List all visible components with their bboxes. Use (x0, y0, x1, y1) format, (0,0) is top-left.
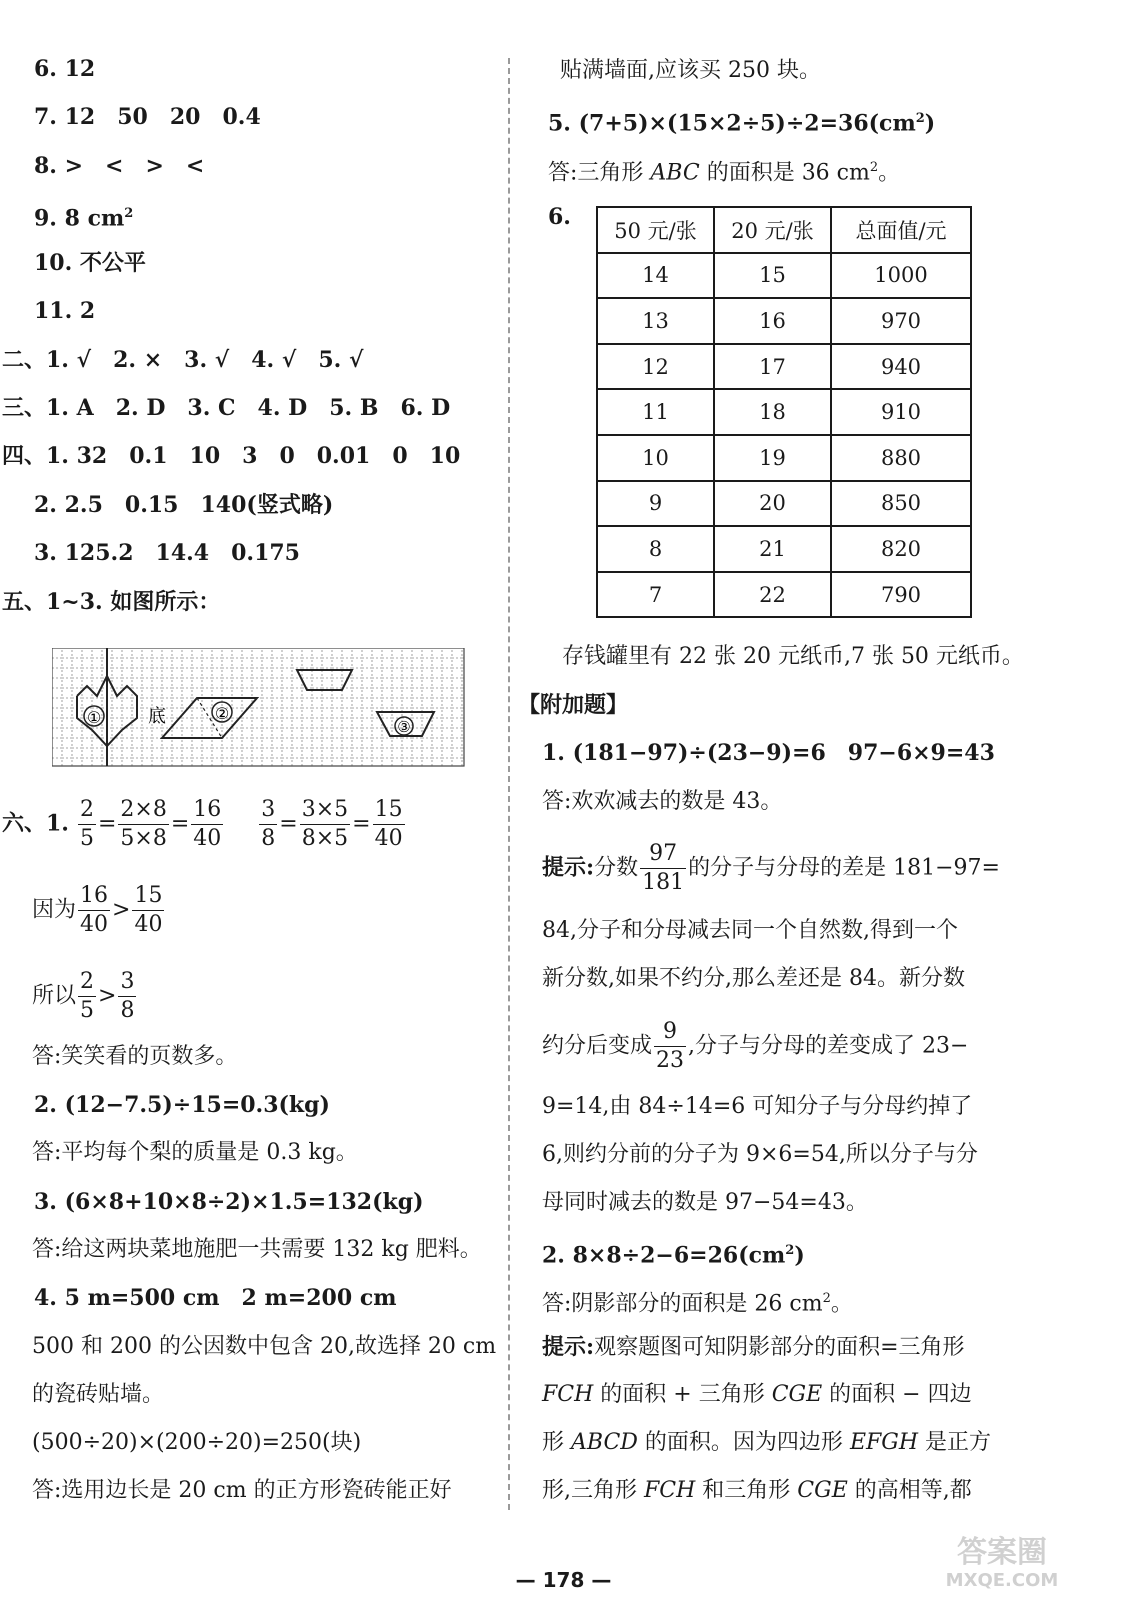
table-row (597, 526, 971, 572)
fraction: $\frac{15}{40}$ (134, 883, 163, 937)
table-cell: 12 (597, 344, 714, 390)
table-cell: 820 (831, 526, 971, 572)
answer-line: 500 和 200 的公因数中包含 20,故选择 20 cm (32, 1334, 497, 1359)
answer-line: (500÷20)×(200÷20)=250(块) (32, 1430, 362, 1455)
answer-line: 存钱罐里有 22 张 20 元纸币,7 张 50 元纸币。 (562, 644, 1024, 669)
hint-line: 形 ABCD 的面积。因为四边形 EFGH 是正方 (542, 1430, 992, 1455)
shape-2-label: ② (214, 704, 230, 723)
answer-line: 8. > < > < (34, 153, 205, 179)
answer-line: 5. $(7+5)\times(15\times 2\div 5)\div 2=36(cm^2)$ (548, 110, 936, 137)
so-line: 所以 $\frac{2}{5}$ > $\frac{3}{8}$ (32, 969, 135, 1023)
table-header: 20 元/张 (714, 207, 831, 253)
fraction: $\frac{3}{8}$ (261, 797, 276, 851)
answer-line: 2. $8\times 8\div 2-6=26(cm^2)$ (542, 1242, 805, 1269)
hint-line: 84,分子和分母减去同一个自然数,得到一个 (542, 918, 958, 943)
hint-line: 提示:分数 $\frac{97}{181}$ 的分子与分母的差是 181−97= (542, 841, 1000, 895)
shape-1-label: ① (86, 708, 102, 727)
answer-line: 7. 12 50 20 0.4 (34, 104, 261, 130)
table-header: 总面值/元 (831, 207, 971, 253)
table-cell: 790 (831, 572, 971, 618)
answer-line: 答:笑笑看的页数多。 (32, 1044, 238, 1069)
answer-line: 贴满墙面,应该买 250 块。 (560, 58, 821, 83)
section-three-answers: 三、1. A 2. D 3. C 4. D 5. B 6. D (2, 395, 451, 421)
shape-3-label: ③ (397, 718, 411, 736)
fraction: $\frac{16}{40}$ (80, 883, 109, 937)
fraction: $\frac{9}{23}$ (656, 1019, 685, 1073)
answer-line: 2. 2.5 0.15 140(竖式略) (34, 492, 334, 518)
answer-line: 答:选用边长是 20 cm 的正方形瓷砖能正好 (32, 1478, 452, 1503)
answer-line: 的瓷砖贴墙。 (32, 1382, 165, 1407)
table-cell: 15 (714, 253, 831, 299)
table-row (597, 572, 971, 618)
answer-line: 答:三角形 ABC 的面积是 36 $cm^2$。 (548, 160, 901, 186)
answer-line: 答:给这两块菜地施肥一共需要 132 kg 肥料。 (32, 1237, 482, 1262)
answer-line: 1. (181−97)÷(23−9)=6 97−6×9=43 (542, 740, 995, 766)
svg-text:答案圈: 答案圈 (957, 1535, 1047, 1570)
answer-line: 4. 5 m=500 cm 2 m=200 cm (34, 1285, 397, 1311)
section-five-heading: 五、1~3. 如图所示： (2, 589, 221, 615)
base-label: 底 (148, 706, 166, 727)
table-cell: 18 (714, 389, 831, 435)
column-divider (508, 58, 510, 1510)
answer-line: 3. 125.2 14.4 0.175 (34, 540, 300, 566)
answer-line: 3. (6×8+10×8÷2)×1.5=132(kg) (34, 1189, 424, 1215)
money-table (596, 206, 972, 618)
fraction: $\frac{16}{40}$ (193, 797, 222, 851)
hint-line: 新分数,如果不约分,那么差还是 84。新分数 (542, 966, 965, 991)
svg-text:MXQE.COM: MXQE.COM (945, 1570, 1059, 1591)
table-cell: 850 (831, 481, 971, 527)
fraction: $\frac{97}{181}$ (642, 841, 685, 895)
bonus-heading: 【附加题】 (518, 692, 629, 718)
hint-line: FCH 的面积 + 三角形 CGE 的面积 − 四边 (542, 1382, 972, 1407)
page-number: — 178 — (515, 1568, 612, 1592)
table-cell: 14 (597, 253, 714, 299)
table-cell: 16 (714, 298, 831, 344)
table-cell: 880 (831, 435, 971, 481)
fraction: $\frac{15}{40}$ (374, 797, 403, 851)
fraction: $\frac{2}{5}$ (80, 969, 95, 1023)
table-cell: 20 (714, 481, 831, 527)
table-cell: 1000 (831, 253, 971, 299)
table-row (597, 435, 971, 481)
fraction: $\frac{3}{8}$ (120, 969, 135, 1023)
fraction: $\frac{2\times 8}{5\times 8}$ (120, 797, 167, 851)
grid-figure (52, 648, 472, 768)
because-line: 因为 $\frac{16}{40}$ > $\frac{15}{40}$ (32, 883, 163, 937)
answer-line: 11. 2 (34, 298, 96, 324)
answer-line: 答:阴影部分的面积是 26 $cm^2$。 (542, 1291, 853, 1317)
table-cell: 8 (597, 526, 714, 572)
table-cell: 970 (831, 298, 971, 344)
table-cell: 21 (714, 526, 831, 572)
question-number: 6. (548, 204, 571, 230)
hint-line: 约分后变成 $\frac{9}{23}$ ,分子与分母的差变成了 23− (542, 1019, 969, 1073)
answer-line: 答:平均每个梨的质量是 0.3 kg。 (32, 1140, 358, 1165)
table-row (597, 481, 971, 527)
table-cell: 13 (597, 298, 714, 344)
hint-line: 提示:观察题图可知阴影部分的面积=三角形 (542, 1334, 965, 1360)
section-four-answers: 四、1. 32 0.1 10 3 0 0.01 0 10 (2, 443, 461, 469)
table-cell: 940 (831, 344, 971, 390)
table-row (597, 298, 971, 344)
table-cell: 22 (714, 572, 831, 618)
table-cell: 7 (597, 572, 714, 618)
answer-line: 答:欢欢减去的数是 43。 (542, 789, 783, 814)
table-row (597, 389, 971, 435)
table-cell: 910 (831, 389, 971, 435)
fraction: $\frac{3\times 5}{8\times 5}$ (301, 797, 349, 851)
watermark-logo (897, 1528, 1107, 1592)
table-header: 50 元/张 (597, 207, 714, 253)
answer-line: 10. 不公平 (34, 250, 146, 276)
table-cell: 19 (714, 435, 831, 481)
table-cell: 17 (714, 344, 831, 390)
table-cell: 10 (597, 435, 714, 481)
hint-line: 9=14,由 84÷14=6 可知分子与分母约掉了 (542, 1094, 973, 1119)
hint-line: 形,三角形 FCH 和三角形 CGE 的高相等,都 (542, 1478, 972, 1503)
table-row (597, 253, 971, 299)
table-cell: 11 (597, 389, 714, 435)
fraction: $\frac{2}{5}$ (79, 797, 94, 851)
table-row (597, 344, 971, 390)
answer-line: 2. (12−7.5)÷15=0.3(kg) (34, 1092, 330, 1118)
hint-line: 6,则约分前的分子为 9×6=54,所以分子与分 (542, 1142, 978, 1167)
table-cell: 9 (597, 481, 714, 527)
answer-line: 6. 12 (34, 56, 96, 82)
hint-line: 母同时减去的数是 97−54=43。 (542, 1190, 868, 1215)
fraction-equation-line: 六、1. $\frac{2}{5}$ = $\frac{2\times 8}{5\times 8}$ = $\frac{16}{40}$ $\frac{3}{8}$ = $\frac{3\times 5}{8\times 5}$ = $\frac{15}{40}$ (2, 797, 403, 851)
section-two-answers: 二、1. √ 2. × 3. √ 4. √ 5. √ (2, 347, 364, 373)
answer-line: 9. 8 $cm^2$ (34, 205, 134, 232)
